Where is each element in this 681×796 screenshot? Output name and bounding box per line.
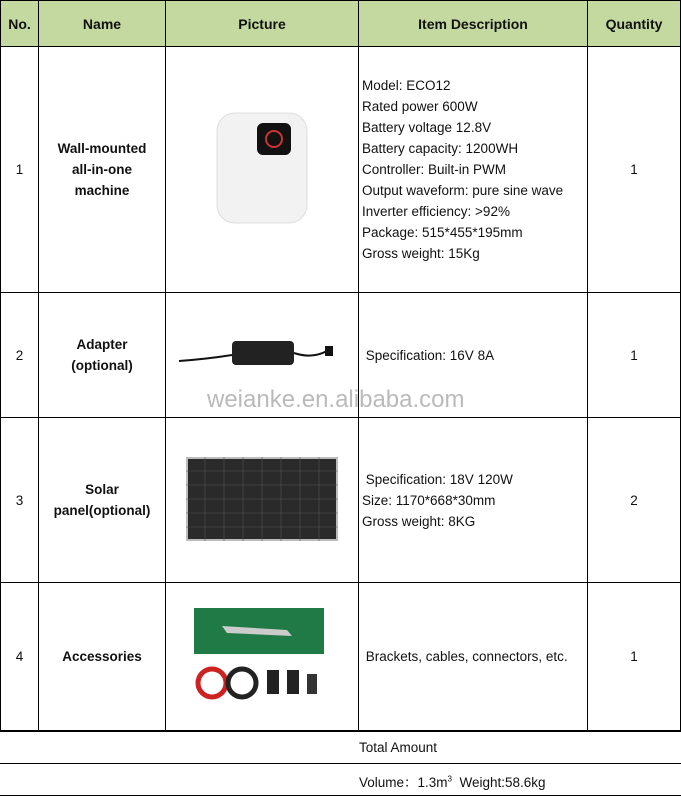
volume-row [0,764,681,796]
row-name: Wall-mounted all-in-one machine [39,47,166,293]
row-description [359,47,588,293]
watermark: weianke.en.alibaba.com [207,386,465,413]
product-image [192,608,332,706]
row-no: 4 [0,583,39,731]
row-picture [166,418,359,583]
description-line: Inverter efficiency: >92% [362,204,510,219]
description-line: Model: ECO12 [362,78,451,93]
header-no: No. [0,0,39,47]
row-no: 2 [0,293,39,418]
row-name: Adapter (optional) [39,293,166,418]
description-line: Package: 515*455*195mm [362,225,523,240]
total-row [0,731,681,764]
row-description [359,418,588,583]
row-quantity: 1 [588,293,681,418]
header-description: Item Description [359,0,588,47]
product-image [186,457,338,544]
description-line: Battery capacity: 1200WH [362,141,519,156]
description-line: Specification: 16V 8A [362,347,495,363]
row-picture [166,47,359,293]
row-name: Solar panel(optional) [39,418,166,583]
total-label: Total Amount [359,740,438,755]
product-image [212,108,312,231]
description-line: Gross weight: 15Kg [362,246,480,261]
description-line: Specification: 18V 120W [362,471,513,487]
description-line: Size: 1170*668*30mm [362,492,496,508]
header-name: Name [39,0,166,47]
description-line: Rated power 600W [362,99,478,114]
row-quantity: 1 [588,583,681,731]
description-line: Controller: Built-in PWM [362,162,507,177]
row-quantity: 2 [588,418,681,583]
description-line: Gross weight: 8KG [362,513,476,529]
description-line: Battery voltage 12.8V [362,120,492,135]
header-quantity: Quantity [588,0,681,47]
row-no: 3 [0,418,39,583]
description-line: Brackets, cables, connectors, etc. [362,649,568,664]
header-picture: Picture [166,0,359,47]
product-image [177,329,347,382]
volume-weight: Volume：$1.3m^3$ Weight:58.6kg [359,774,546,790]
row-no: 1 [0,47,39,293]
row-quantity: 1 [588,47,681,293]
row-description [359,583,588,731]
row-picture [166,583,359,731]
description-line: Output waveform: pure sine wave [362,183,564,198]
row-name: Accessories [39,583,166,731]
